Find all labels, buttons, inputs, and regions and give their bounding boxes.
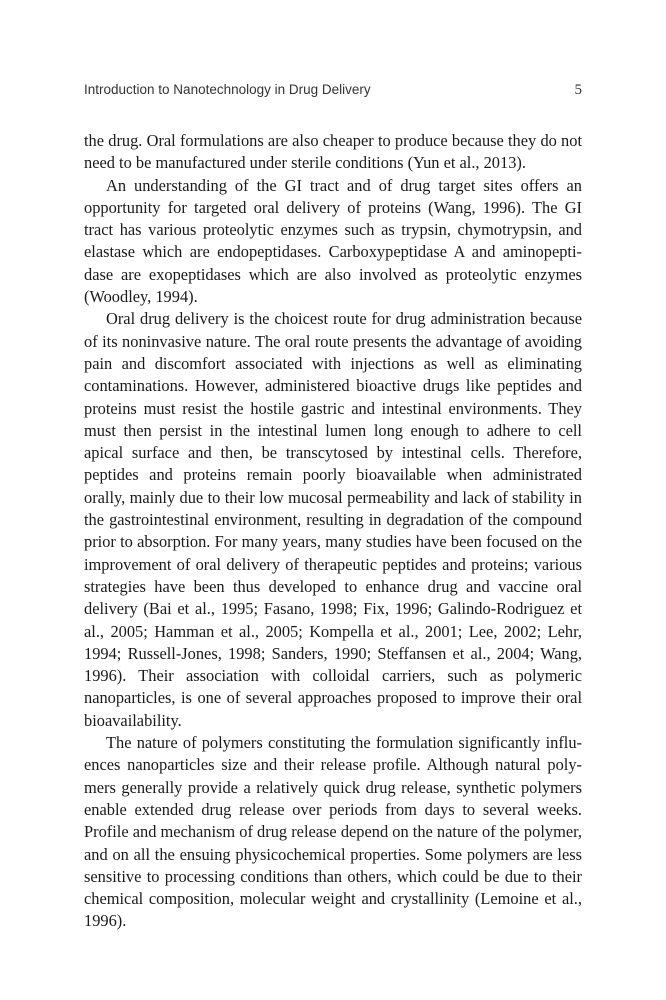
body-text bbox=[84, 130, 582, 933]
running-head bbox=[84, 82, 582, 102]
paragraph-oral-delivery: Oral drug delivery is the choicest route for drug administration because of its noninvasive nature. The oral route presents the advantage of avoiding pain and discomfort associated with injections as well as eliminating contaminations. However, administered bioactive drugs like peptides and proteins must resist the hostile gastric and intestinal environments. They must then persist in the intestinal lumen long enough to adhere to cell apical surface and then, be transcytosed by intestinal cells. Therefore, peptides and proteins remain poorly bioavailable when administrated orally, mainly due to their low mucosal permeability and lack of stability in the gastrointestinal environment, resulting in degradation of the compound prior to absorption. For many years, many studies have been focused on the improvement of oral delivery of therapeutic peptides and proteins; various strategies have been thus developed to enhance drug and vaccine oral delivery (Bai et al., 1995; Fasano, 1998; Fix, 1996; Galindo-Rodriguez et al., 2005; Hamman et al., 2005; Kompella et al., 2001; Lee, 2002; Lehr, 1994; Russell-Jones, 1998; Sanders, 1990; Steffansen et al., 2004; Wang, 1996). Their association with colloidal carriers, such as polymeric nanoparticles, is one of several approaches proposed to improve their oral bioavailability. bbox=[84, 309, 582, 730]
paragraph-polymers: The nature of polymers constituting the formulation significantly influences nanoparticles size and their release profile. Although natural polymers generally provide a relatively quick drug release, synthetic polymers enable extended drug release over periods from days to several weeks. Profile and mechanism of drug release depend on the nature of the polymer, and on all the ensuing physicochemical properties. Some polymers are less sensitive to processing conditions than others, which could be due to their chemical composition, molecular weight and crystallinity (Lemoine et al., 1996). bbox=[84, 733, 582, 931]
page-number: 5 bbox=[574, 82, 582, 98]
paragraph-gi-tract: An understanding of the GI tract and of drug target sites offers an opportunity for targeted oral delivery of proteins (Wang, 1996). The GI tract has various proteolytic enzymes such as trypsin, chymotrypsin, and elastase which are endopeptidases. Carboxypeptidase A and aminopeptidase are exopeptidases which are also involved as proteolytic enzymes (Woodley, 1994). bbox=[84, 175, 582, 307]
paragraph-continued: the drug. Oral formulations are also cheaper to produce because they do not need to be manufactured under sterile conditions (Yun et al., 2013). bbox=[84, 131, 582, 173]
running-title: Introduction to Nanotechnology in Drug Delivery bbox=[84, 82, 371, 97]
